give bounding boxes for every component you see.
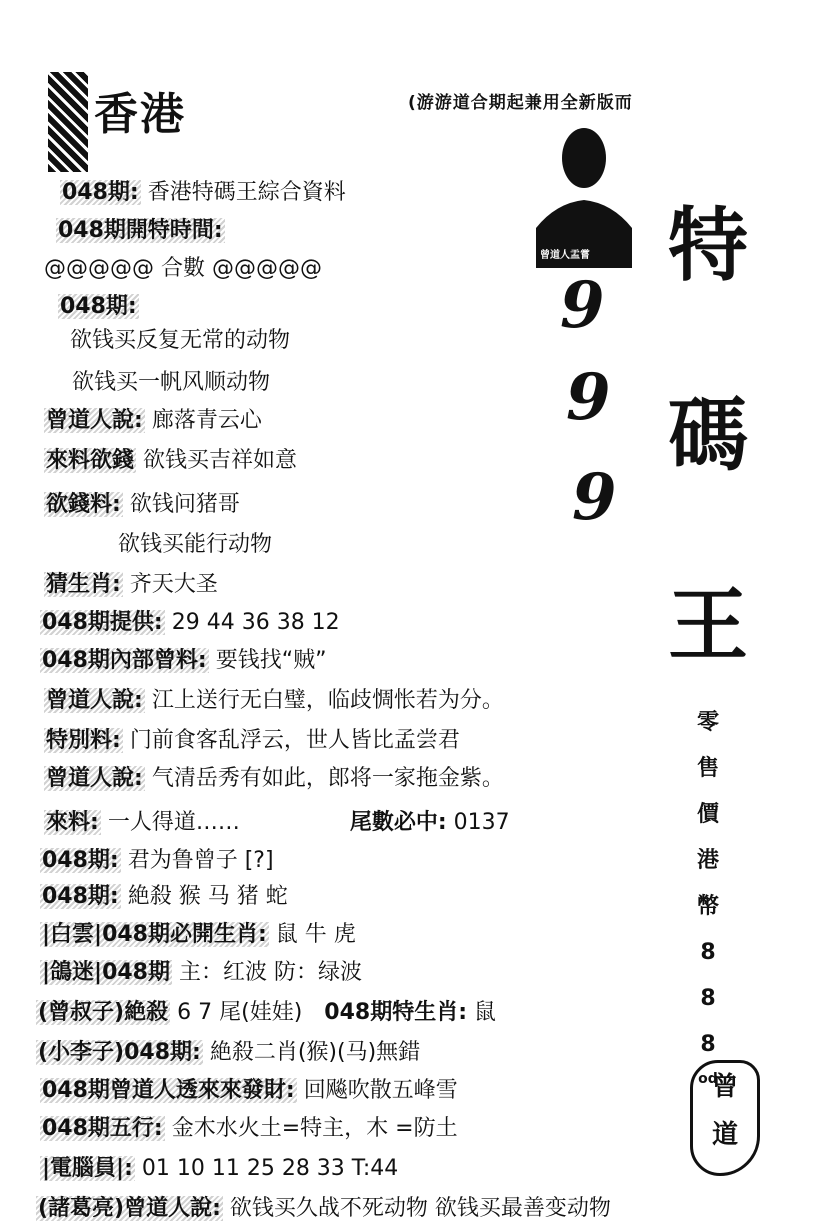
price-char: 港	[696, 848, 719, 873]
text-line	[40, 1154, 398, 1184]
title-char: 特	[668, 198, 748, 292]
line-text: 29 44 36 38 12	[171, 610, 340, 635]
line-text: 金木水火土=特主，木 =防土	[171, 1116, 458, 1141]
text-line	[40, 920, 356, 950]
text-line	[40, 958, 362, 988]
line-label: (曾叔子)絶殺	[38, 1000, 169, 1025]
line-label: (諸葛亮)曾道人說:	[38, 1196, 221, 1221]
line-text: 01 10 11 25 28 33 T:44	[141, 1156, 399, 1181]
nine-digit-3: 9	[572, 460, 617, 535]
text-line	[44, 726, 460, 756]
line-text: 门前食客乱浮云，世人皆比孟尝君	[129, 728, 460, 753]
line-text: 欲钱买久战不死动物 欲钱买最善变动物	[229, 1196, 611, 1221]
logo-text: 香港	[94, 89, 186, 140]
line-text: 君为鲁曾子 [?]	[127, 848, 274, 873]
nine-digit-1: 9	[560, 268, 605, 343]
line-label: |鴿迷|048期	[42, 960, 170, 985]
line-label: |電腦員|:	[42, 1156, 133, 1181]
text-line	[58, 292, 139, 322]
text-line	[40, 1114, 458, 1144]
line-label: 曾道人說:	[46, 766, 143, 791]
price-char: 售	[696, 756, 719, 781]
vertical-title	[668, 150, 748, 720]
text-line	[44, 808, 510, 838]
text-line	[44, 570, 218, 600]
line-extra-label: 尾數必中:	[349, 810, 447, 835]
line-label: 猜生肖:	[46, 572, 121, 597]
text-line	[70, 326, 290, 356]
line-text: 回飚吹散五峰雪	[303, 1078, 458, 1103]
line-text: 一人得道……	[107, 810, 240, 835]
line-label: 048期五行:	[42, 1116, 163, 1141]
price-char: 8	[700, 986, 716, 1011]
text-line	[44, 446, 297, 476]
line-label: 048期開特時間:	[58, 218, 223, 243]
price-char: 零	[696, 710, 719, 735]
line-text: 江上送行无白璧，临歧惆怅若为分。	[151, 688, 504, 713]
line-label: 048期內部曾料:	[42, 648, 207, 673]
line-text: 6 7 尾(娃娃)	[177, 1000, 303, 1025]
line-text: 絶殺二肖(猴)(马)無錯	[209, 1040, 421, 1065]
text-line	[40, 882, 288, 912]
seal-char: 曾	[711, 1072, 738, 1102]
line-text: 主：红波 防：绿波	[179, 960, 362, 985]
line-text: 欲钱买反复无常的动物	[70, 328, 291, 353]
line-text: 欲钱买吉祥如意	[143, 448, 298, 473]
line-text: 齐天大圣	[129, 572, 218, 597]
text-line	[36, 998, 496, 1028]
price-char: 價	[696, 802, 719, 827]
line-text: 廊落青云心	[151, 408, 262, 433]
line-text: 鼠 牛 虎	[275, 922, 356, 947]
line-label: 特別料:	[46, 728, 121, 753]
line-label: 曾道人說:	[46, 408, 143, 433]
text-line	[44, 686, 504, 716]
line-text: 要钱找“贼”	[215, 648, 327, 673]
title-char: 碼	[668, 388, 748, 482]
price-vertical-text	[690, 700, 726, 1090]
line-label: 048期:	[42, 848, 119, 873]
line-text: 欲钱问猪哥	[129, 492, 240, 517]
line-text: 欲钱买一帆风顺动物	[72, 370, 271, 395]
text-line	[44, 764, 504, 794]
text-line	[44, 254, 322, 284]
price-char: 8	[700, 940, 716, 965]
seal-stamp	[690, 1060, 760, 1176]
seal-char: 道	[711, 1120, 738, 1150]
price-suffix: od	[698, 1071, 718, 1087]
text-line	[36, 1194, 611, 1224]
text-line	[118, 530, 272, 560]
line-extra-label: 048期特生肖:	[324, 1000, 468, 1025]
text-line	[40, 1076, 458, 1106]
line-text: 气清岳秀有如此，郎将一家拖金紫。	[151, 766, 504, 791]
text-line	[40, 646, 327, 676]
title-char: 王	[668, 578, 748, 672]
line-text: 絶殺 猴 马 猪 蛇	[127, 884, 288, 909]
nine-digit-2: 9	[566, 360, 611, 435]
logo-mark	[48, 72, 88, 172]
line-label: 來料欲錢	[46, 448, 135, 473]
line-label: 048期:	[60, 294, 137, 319]
portrait-caption: 曾道人盂嘗	[540, 250, 590, 261]
text-line	[72, 368, 270, 398]
line-text: @@@@@ 合數 @@@@@	[44, 256, 322, 281]
text-line	[36, 1038, 420, 1068]
line-text: 欲钱买能行动物	[118, 532, 273, 557]
line-extra-value: 鼠	[474, 1000, 497, 1025]
line-label: 048期:	[42, 884, 119, 909]
price-char: 8	[700, 1032, 716, 1057]
text-line	[44, 406, 262, 436]
text-line	[40, 608, 340, 638]
line-label: 欲錢料:	[46, 492, 121, 517]
text-line	[40, 846, 274, 876]
price-char: 幣	[696, 894, 719, 919]
line-label: 048期:	[62, 180, 139, 205]
line-label: 048期曾道人透來來發財:	[42, 1078, 295, 1103]
text-line	[56, 216, 225, 246]
line-label: 曾道人說:	[46, 688, 143, 713]
text-line	[60, 178, 346, 208]
line-label: |白雲|048期必開生肖:	[42, 922, 267, 947]
line-text: 香港特碼王綜合資料	[147, 180, 346, 205]
text-line	[44, 490, 240, 520]
tagline: (游游道合期起兼用全新版而	[408, 93, 633, 113]
line-label: 048期提供:	[42, 610, 163, 635]
line-label: 來料:	[46, 810, 99, 835]
line-label: (小李子)048期:	[38, 1040, 201, 1065]
line-extra-value: 0137	[453, 810, 510, 835]
